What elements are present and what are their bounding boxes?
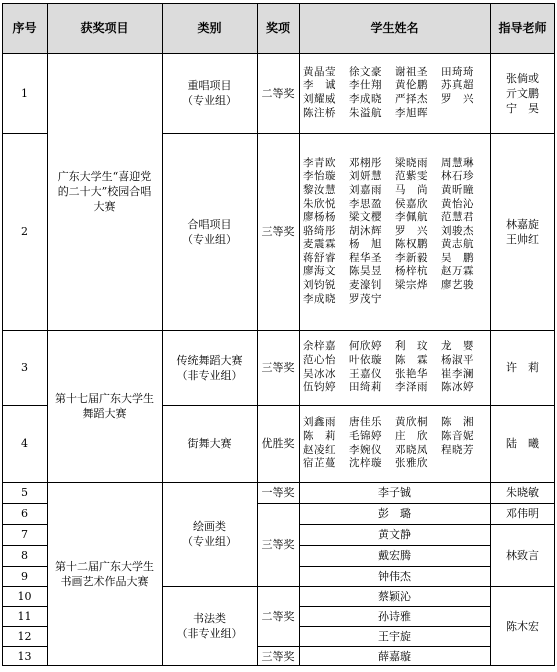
teacher-cell: 陆 曦 <box>506 437 539 450</box>
award-cell: 三等奖 <box>261 361 295 374</box>
grid-line <box>2 665 555 666</box>
project-line: 的二十大”校园合唱 <box>57 185 152 198</box>
grid-line <box>257 482 300 483</box>
row-no: 2 <box>21 225 28 238</box>
student-name: 梁晓雨 <box>395 156 428 169</box>
award-cell: 二等奖 <box>261 86 295 100</box>
student-name: 杨淑平 <box>441 353 474 366</box>
student-name: 程华圣 <box>349 251 382 264</box>
grid-line <box>299 626 491 627</box>
student-name <box>395 293 439 307</box>
student-name: 罗 兴 <box>395 224 428 237</box>
teacher-cell: 许 莉 <box>506 361 539 374</box>
grid-line <box>47 330 163 331</box>
student-name: 陈 莉 <box>303 429 336 442</box>
student-name: 李佩航 <box>395 211 428 224</box>
grid-line <box>299 503 491 504</box>
student-name: 伍钧婷 <box>303 381 336 394</box>
student-name: 苏真超 <box>441 79 474 92</box>
row-no: 5 <box>21 486 28 499</box>
project-line: 书画艺术作品大赛 <box>60 575 149 588</box>
row-no: 10 <box>17 589 32 603</box>
grid-line <box>299 524 491 525</box>
grid-line <box>162 405 258 406</box>
student-name: 王宇旋 <box>378 629 411 643</box>
row-no: 13 <box>17 649 32 663</box>
grid-line <box>2 53 555 54</box>
grid-line <box>2 545 48 546</box>
grid-line <box>257 503 300 504</box>
student-name: 胡沐辉 <box>349 224 382 237</box>
teacher-line: 亓文鹏 <box>506 86 539 100</box>
teacher-cell: 朱晓敏 <box>506 486 539 499</box>
award-cell: 一等奖 <box>261 486 295 499</box>
project-line: 舞蹈大赛 <box>82 407 127 420</box>
student-name: 刘钧锐 <box>303 279 336 292</box>
student-name: 廖海文 <box>303 265 336 278</box>
grid-line <box>257 3 258 666</box>
student-name: 朱溢航 <box>349 106 382 119</box>
student-name: 陈注桥 <box>303 106 336 119</box>
student-name: 龙 婴 <box>441 340 474 353</box>
award-cell: 优胜奖 <box>261 437 295 450</box>
student-name: 林石珍 <box>441 170 474 183</box>
student-names <box>299 405 490 482</box>
student-name: 宿芷蔓 <box>303 457 336 470</box>
project-choir <box>47 53 162 330</box>
grid-line <box>299 133 491 134</box>
category-line: 传统舞蹈大赛 <box>176 353 243 367</box>
student-name: 刘鑫雨 <box>303 416 336 429</box>
grid-line <box>162 482 258 483</box>
grid-line <box>162 586 258 587</box>
grid-line <box>2 482 48 483</box>
student-name: 梁文樱 <box>349 211 382 224</box>
student-name: 陈权鹏 <box>395 238 428 251</box>
category-cell <box>162 330 257 405</box>
row-no: 7 <box>21 528 28 541</box>
student-name: 黄欣桐 <box>395 416 428 429</box>
student-name: 张艳华 <box>395 367 428 380</box>
award-calligraphy: 二等奖 <box>261 609 295 623</box>
student-name: 麦濠钊 <box>349 279 382 292</box>
grid-line <box>554 3 555 666</box>
awards-table <box>2 3 555 666</box>
student-name: 孙诗雅 <box>378 609 411 623</box>
student-name: 李仕翔 <box>349 79 382 92</box>
category-line: 重唱项目 <box>187 79 232 92</box>
student-name: 赵凌红 <box>303 443 336 456</box>
category-line: （非专业组） <box>176 627 243 640</box>
student-name: 彭 璐 <box>378 507 411 520</box>
header-students: 学生姓名 <box>370 20 419 35</box>
project-line: 第十二届广东大学生 <box>55 560 154 573</box>
category-line: 合唱项目 <box>187 217 232 231</box>
row-no: 1 <box>21 86 28 100</box>
row-no: 3 <box>21 361 28 374</box>
grid-line <box>299 566 491 567</box>
student-name <box>441 457 485 471</box>
grid-line <box>162 330 258 331</box>
student-name: 刘嘉雨 <box>349 183 382 196</box>
student-name: 范心怡 <box>303 353 336 366</box>
student-name <box>441 107 485 121</box>
grid-line <box>2 606 48 607</box>
category-line: （非专业组） <box>176 368 243 382</box>
teacher-line: 张倘或 <box>506 71 539 85</box>
student-name: 刘耀威 <box>303 93 336 105</box>
student-name: 杨梓杭 <box>395 265 428 278</box>
student-name: 范慧君 <box>441 211 474 224</box>
student-name: 李怡璇 <box>303 170 336 183</box>
student-name: 侯嘉欣 <box>395 197 428 210</box>
student-name: 李婉仪 <box>349 443 382 456</box>
student-name: 蔡颖沁 <box>378 589 411 603</box>
teacher-painting: 林致言 <box>506 548 539 562</box>
award-cell: 三等奖 <box>261 649 295 663</box>
student-name: 叶依璇 <box>349 353 382 366</box>
student-name: 马 尚 <box>395 183 428 196</box>
grid-line <box>299 545 491 546</box>
student-name: 陈昊昱 <box>349 265 382 278</box>
grid-line <box>47 482 163 483</box>
grid-line <box>257 646 300 647</box>
student-name: 廖杨杨 <box>303 211 336 224</box>
student-names <box>299 133 490 330</box>
teacher-line: 宁 昊 <box>506 101 539 115</box>
teacher-calligraphy: 陈木宏 <box>506 619 539 633</box>
student-name: 黄晶莹 <box>303 65 336 78</box>
row-no: 11 <box>17 609 32 623</box>
student-name: 周慧琳 <box>441 156 474 169</box>
grid-line <box>490 586 555 587</box>
header-award: 奖项 <box>265 20 290 35</box>
student-name: 麦震霖 <box>303 238 336 251</box>
grid-line <box>490 133 555 134</box>
grid-line <box>162 133 258 134</box>
grid-line <box>2 566 48 567</box>
student-name: 罗 兴 <box>441 93 474 105</box>
student-name: 余梓嘉 <box>303 340 336 353</box>
student-name: 蒋舒睿 <box>303 251 336 264</box>
grid-line <box>162 3 163 666</box>
student-name: 陈冰婷 <box>441 381 474 394</box>
project-painting-calligraphy <box>47 482 162 666</box>
student-name: 梁宗烨 <box>395 279 428 292</box>
student-name: 李新毅 <box>395 251 428 264</box>
student-name: 庄 欣 <box>395 429 428 442</box>
student-name: 赵万霖 <box>441 265 474 278</box>
student-name: 王嘉仪 <box>349 367 382 380</box>
student-name: 吴 鹏 <box>441 251 474 264</box>
student-name: 程晓芳 <box>441 443 474 456</box>
student-name: 黄昕瞳 <box>441 183 474 196</box>
grid-line <box>2 524 48 525</box>
award-cell: 三等奖 <box>261 225 295 238</box>
student-name: 严择杰 <box>395 93 428 105</box>
student-name: 黄怡沁 <box>441 197 474 210</box>
student-name: 田琦琦 <box>441 65 474 78</box>
grid-line <box>490 405 555 406</box>
award-painting: 三等奖 <box>261 538 295 551</box>
teacher-cell <box>490 53 555 133</box>
student-name: 李成晓 <box>303 292 336 305</box>
student-name: 李子铖 <box>378 486 411 499</box>
student-name: 徐文豪 <box>349 65 382 78</box>
grid-line <box>257 586 300 587</box>
grid-line <box>2 646 48 647</box>
grid-line <box>299 330 491 331</box>
teacher-cell <box>490 133 555 330</box>
student-names <box>299 53 490 133</box>
grid-line <box>490 482 555 483</box>
grid-line <box>2 3 555 4</box>
student-name: 黎汝慧 <box>303 183 336 196</box>
row-no: 6 <box>21 507 28 520</box>
student-name: 陈音妮 <box>441 429 474 442</box>
grid-line <box>299 482 491 483</box>
project-line: 大赛 <box>93 200 116 213</box>
student-name: 李旭晖 <box>395 106 428 119</box>
header-category: 类别 <box>197 20 222 35</box>
grid-line <box>2 586 48 587</box>
grid-line <box>2 133 48 134</box>
grid-line <box>2 330 48 331</box>
category-cell <box>162 53 257 133</box>
student-name: 吴冰冰 <box>303 367 336 380</box>
grid-line <box>490 330 555 331</box>
student-name: 李青欧 <box>303 156 336 169</box>
student-name: 利 玟 <box>395 340 428 353</box>
student-name: 黄文静 <box>378 528 411 541</box>
student-name: 陈 霖 <box>395 353 428 366</box>
student-name: 唐佳乐 <box>349 416 382 429</box>
student-name: 薛嘉璇 <box>378 649 411 663</box>
student-name: 李 诚 <box>303 79 336 92</box>
student-name: 沈梓璇 <box>349 457 382 470</box>
grid-line <box>2 405 48 406</box>
student-name: 刘妍慧 <box>349 170 382 183</box>
student-name: 李成晓 <box>349 93 382 105</box>
student-name: 陈 湘 <box>441 416 474 429</box>
grid-line <box>2 626 48 627</box>
student-name: 钟伟杰 <box>378 569 411 583</box>
student-name: 邓栩彤 <box>349 156 382 169</box>
student-name: 李泽雨 <box>395 381 428 394</box>
grid-line <box>299 405 491 406</box>
category-calligraphy <box>162 586 257 666</box>
header-project: 获奖项目 <box>80 20 129 35</box>
student-name: 崔李澜 <box>441 367 474 380</box>
grid-line <box>257 133 300 134</box>
student-name: 黄志航 <box>441 238 474 251</box>
grid-line <box>299 646 491 647</box>
student-name: 田绮莉 <box>349 381 382 394</box>
grid-line <box>490 503 555 504</box>
student-name: 李思盈 <box>349 197 382 210</box>
row-no: 4 <box>21 437 28 450</box>
teacher-line: 王帅红 <box>506 232 539 246</box>
student-name: 罗茂宁 <box>349 292 382 305</box>
row-no: 8 <box>21 549 28 562</box>
student-name: 戴宏腾 <box>378 549 411 562</box>
category-cell <box>162 133 257 330</box>
grid-line <box>2 503 48 504</box>
category-painting <box>162 482 257 586</box>
student-name: 朱欣悦 <box>303 197 336 210</box>
category-line: 书法类 <box>193 612 226 625</box>
header-teacher: 指导老师 <box>498 20 547 35</box>
project-line: 广东大学生“喜迎党 <box>57 170 152 183</box>
category-line: 街舞大赛 <box>187 437 232 450</box>
student-name: 廖艺骏 <box>441 279 474 292</box>
student-name: 邓晓凤 <box>395 443 428 456</box>
teacher-line: 林嘉旋 <box>506 217 539 231</box>
row-no: 12 <box>17 629 32 643</box>
student-name: 黄伦鹏 <box>395 79 428 92</box>
student-name: 张雅欣 <box>395 457 428 470</box>
category-line: （专业组） <box>182 232 237 246</box>
row-no: 9 <box>21 569 28 583</box>
category-line: （专业组） <box>182 94 237 107</box>
grid-line <box>257 405 300 406</box>
category-cell <box>162 405 257 482</box>
header-no: 序号 <box>12 20 37 35</box>
student-name: 谢祖圣 <box>395 65 428 78</box>
student-name: 刘骏杰 <box>441 224 474 237</box>
student-name: 何欣婷 <box>349 340 382 353</box>
student-name <box>441 293 485 307</box>
student-name: 骆绮彤 <box>303 224 336 237</box>
category-line: （专业组） <box>182 535 237 548</box>
category-line: 绘画类 <box>193 520 226 533</box>
student-name: 杨 旭 <box>349 238 382 251</box>
grid-line <box>299 586 491 587</box>
project-dance <box>47 330 162 482</box>
student-name: 毛锦婷 <box>349 429 382 442</box>
student-names <box>299 330 490 405</box>
grid-line <box>257 330 300 331</box>
grid-line <box>299 606 491 607</box>
grid-line <box>490 524 555 525</box>
project-line: 第十七届广东大学生 <box>55 392 154 405</box>
teacher-cell: 邓伟明 <box>506 507 539 520</box>
student-name: 范紫雯 <box>395 170 428 183</box>
